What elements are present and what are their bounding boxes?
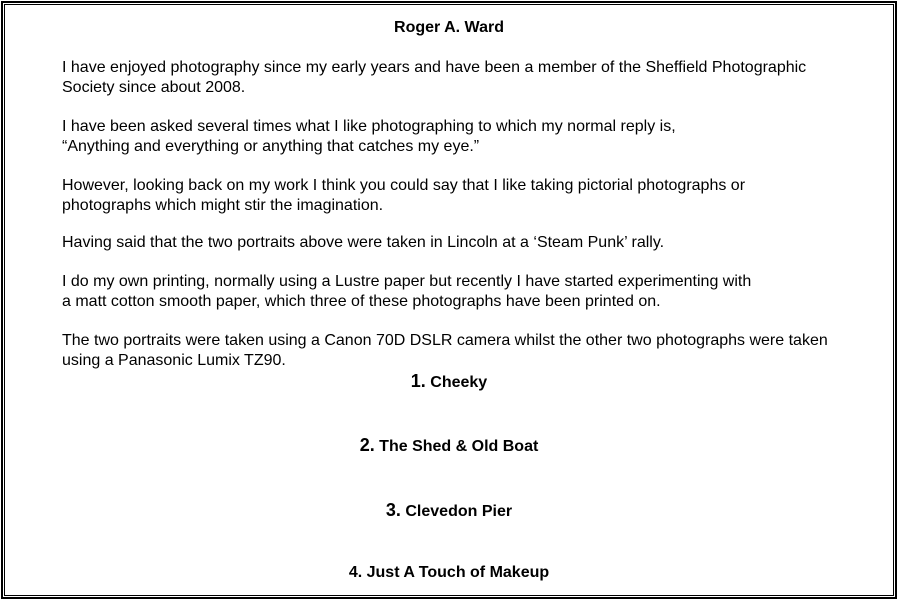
paragraph-printing: [62, 272, 882, 312]
author-name: Roger A. Ward: [394, 19, 504, 36]
caption-number: 1.: [410, 371, 426, 391]
paragraph-portraits: [62, 233, 882, 253]
paragraph-line: I do my own printing, normally using a Lustre paper but recently I have started experimenting with: [62, 273, 752, 290]
paragraph-line: Having said that the two portraits above were taken in Lincoln at a ‘Steam Punk’ rally.: [62, 234, 665, 251]
paragraph-line: I have enjoyed photography since my early years and have been a member of the Sheffield Photographic: [62, 59, 807, 76]
paragraph-line: photographs which might stir the imagination.: [62, 197, 384, 214]
paragraph-line: a matt cotton smooth paper, which three of these photographs have been printed on.: [62, 293, 661, 310]
caption-title: Cheeky: [430, 374, 488, 391]
caption-title: Clevedon Pier: [405, 503, 513, 520]
paragraph-intro: [62, 58, 882, 98]
paragraph-line: However, looking back on my work I think you could say that I like taking pictorial photographs or: [62, 177, 746, 194]
paragraph-line: Society since about 2008.: [62, 79, 246, 96]
caption-1: [0, 370, 898, 394]
caption-number: 2.: [359, 435, 375, 455]
caption-3: [0, 499, 898, 523]
paragraph-cameras: [62, 331, 882, 371]
caption-number: 4.: [348, 564, 363, 581]
caption-number: 3.: [385, 500, 401, 520]
paragraph-style: [62, 176, 882, 216]
paragraph-line: using a Panasonic Lumix TZ90.: [62, 352, 286, 369]
paragraph-line: I have been asked several times what I like photographing to which my normal reply is,: [62, 118, 676, 135]
paragraph-line: The two portraits were taken using a Canon 70D DSLR camera whilst the other two photographs were taken: [62, 332, 828, 349]
caption-title: Just A Touch of Makeup: [366, 564, 550, 581]
paragraph-line: “Anything and everything or anything that catches my eye.”: [62, 138, 480, 155]
caption-title: The Shed & Old Boat: [379, 438, 539, 455]
caption-2: [0, 434, 898, 458]
paragraph-subjects: [62, 117, 882, 157]
caption-4: [0, 562, 898, 584]
